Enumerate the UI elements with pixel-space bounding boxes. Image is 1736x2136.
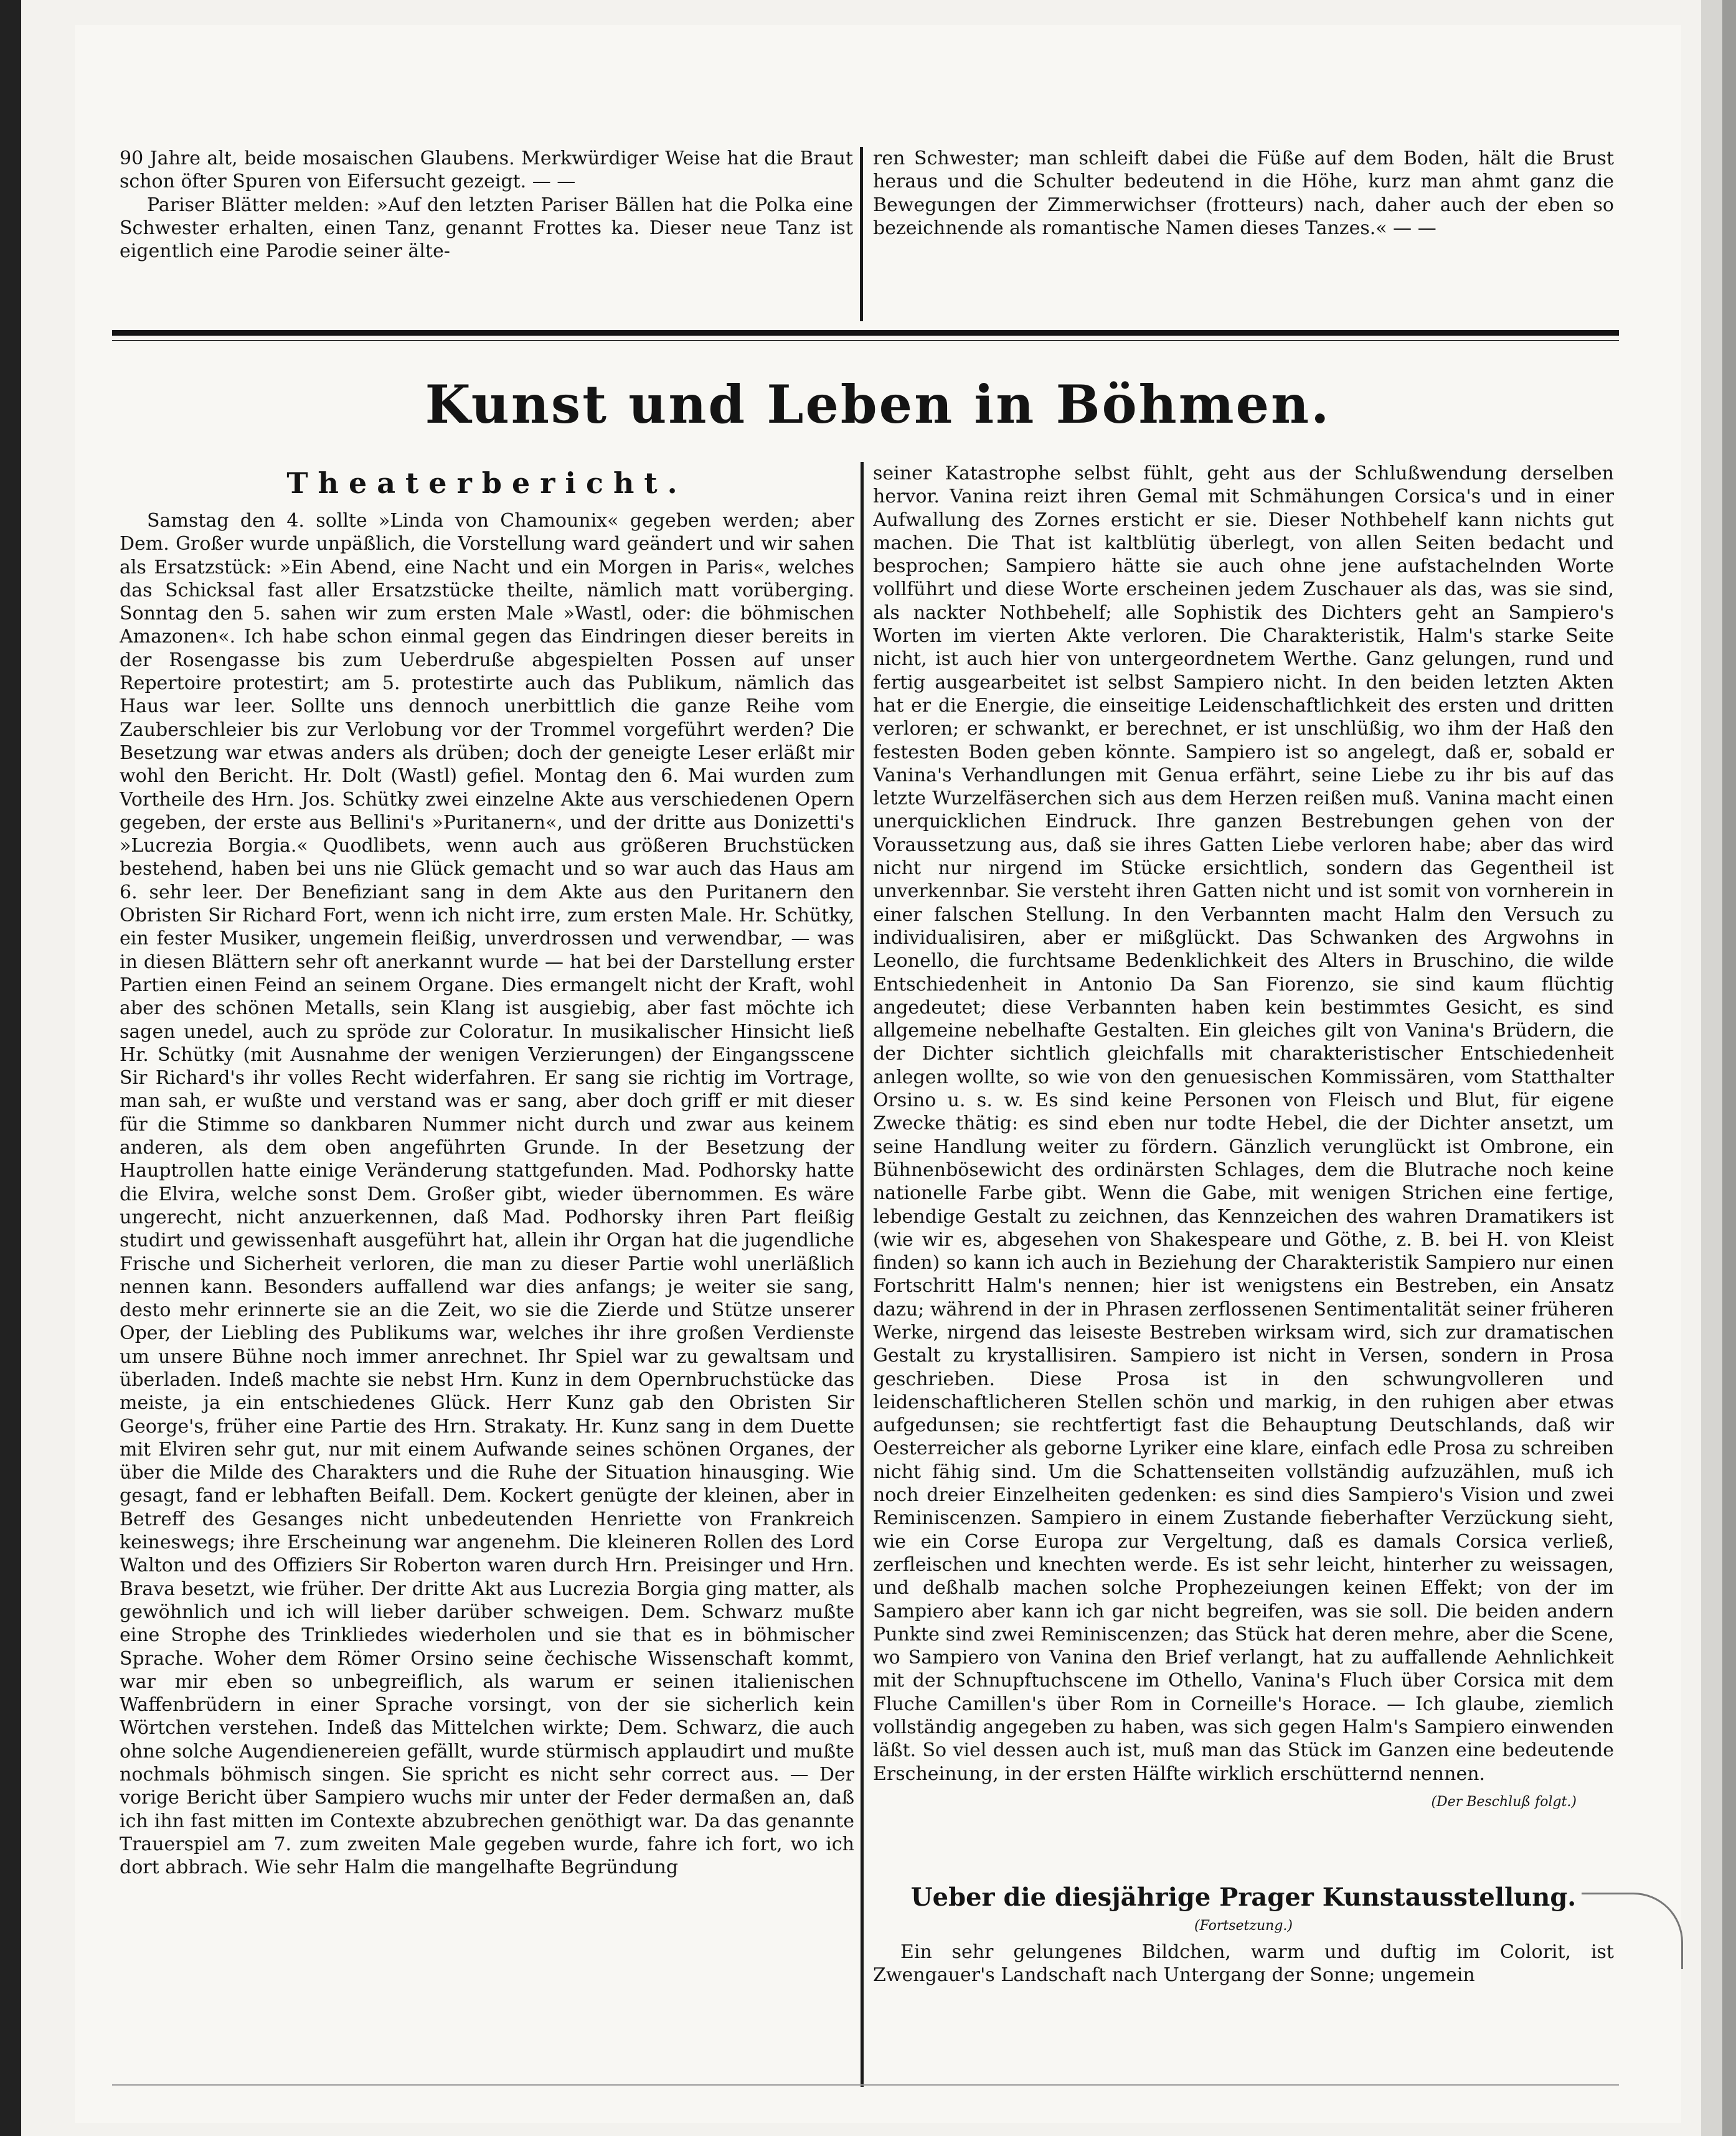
top-right-paragraph: ren Schwester; man schleift dabei die Füße auf dem Boden, hält die Brust heraus und die Schulter bedeutend in die Höhe, kurz man ahmt ganz die Bewegungen der Zimmerwichser (frotteurs) nach, daher auch der eben so bezeichnende als romantische Namen dieses Tanzes.« — — [873, 148, 1614, 239]
page-bottom-rule [112, 2084, 1619, 2086]
article-heading-2: Ueber die diesjährige Prager Kunstausstellung. [910, 1883, 1577, 1913]
section-rule [112, 330, 1619, 336]
continuation-note: (Der Beschluß folgt.) [1431, 1794, 1577, 1810]
top-right-column [873, 147, 1614, 321]
article-heading: Theaterbericht. [286, 466, 687, 500]
top-left-paragraph: Pariser Blätter melden: »Auf den letzten Pariser Bällen hat die Polka eine Schwester erhalten, einen Tanz, genannt Frottes ka. Dieser neue Tanz ist eigentlich eine Parodie seiner älte- [120, 194, 853, 263]
pencil-mark [1582, 1893, 1683, 1969]
newspaper-page [75, 25, 1681, 2123]
left-column [120, 462, 854, 2093]
continuation-label: (Fortsetzung.) [1194, 1918, 1293, 1934]
section-rule-thin [112, 340, 1619, 341]
article-paragraph: Ein sehr gelungenes Bildchen, warm und duftig im Colorit, ist Zwengauer's Landschaft nach Untergang der Sonne; ungemein [873, 1941, 1614, 1986]
right-column [873, 462, 1614, 2093]
top-left-paragraph: 90 Jahre alt, beide mosaischen Glaubens. Merkwürdiger Weise hat die Braut schon öfter Spuren von Eifersucht gezeigt. — — [120, 148, 853, 193]
article-paragraph: Samstag den 4. sollte »Linda von Chamounix« gegeben werden; aber Dem. Großer wurde unpäßlich, die Vorstellung ward geändert und wir sahen als Ersatzstück: »Ein Abend, eine Nacht und ein Morgen in Paris«, welches das Schicksal fast aller Ersatzstücke theilte, nämlich matt vorüberging. Sonntag den 5. sahen wir zum ersten Male »Wastl, oder: die böhmischen Amazonen«. Ich habe schon einmal gegen das Eindringen dieser bereits in der Rosengasse bis zum Ueberdruße abgespielten Possen auf unser Repertoire protestirt; am 5. protestirte auch das Publikum, nämlich das Haus war leer. Sollte uns dennoch unerbittlich die ganze Reihe vom Zauberschleier bis zur Verlobung vor der Trommel vorgeführt werden? Die Besetzung war etwas anders als drüben; doch der geneigte Leser erläßt mir wohl den Bericht. Hr. Dolt (Wastl) gefiel. Montag den 6. Mai wurden zum Vortheile des Hrn. Jos. Schütky zwei einzelne Akte aus verschiedenen Opern gegeben, der erste aus Bellini's »Puritanern«, und der dritte aus Donizetti's »Lucrezia Borgia.« Quodlibets, wenn auch aus größeren Bruchstücken bestehend, haben bei uns nie Glück gemacht und so war auch das Haus am 6. sehr leer. Der Benefiziant sang in dem Akte aus den Puritanern den Obristen Sir Richard Fort, wenn ich nicht irre, zum ersten Male. Hr. Schütky, ein fester Musiker, ungemein fleißig, unverdrossen und verwendbar, — was in diesen Blättern sehr oft anerkannt wurde — hat bei der Darstellung erster Partien einen Feind an seinem Organe. Dies ermangelt nicht der Kraft, wohl aber des schönen Metalls, sein Klang ist ausgiebig, aber fast möchte ich sagen unedel, auch zu spröde zur Coloratur. In musikalischer Hinsicht ließ Hr. Schütky (mit Ausnahme der wenigen Verzierungen) der Eingangsscene Sir Richard's ihr volles Recht widerfahren. Er sang sie richtig im Vortrage, man sah, er wußte und verstand was er sang, aber doch griff er mit dieser für die Stimme so dankbaren Nummer nicht durch und zwar aus keinem anderen, als dem oben angeführten Grunde. In der Besetzung der Hauptrollen hatte einige Veränderung stattgefunden. Mad. Podhorsky hatte die Elvira, welche sonst Dem. Großer gibt, wieder übernommen. Es wäre ungerecht, nicht anzuerkennen, daß Mad. Podhorsky ihren Part fleißig studirt und gewissenhaft ausgeführt hat, allein ihr Organ hat die jugendliche Frische und Sicherheit verloren, die man zu dieser Partie wohl unerläßlich nennen kann. Besonders auffallend war dies anfangs; je weiter sie sang, desto mehr erinnerte sie an die Zeit, wo sie die Zierde und Stütze unserer Oper, der Liebling des Publikums war, welches ihr ihre großen Verdienste um unsere Bühne noch immer anrechnet. Ihr Spiel war zu gewaltsam und überladen. Indeß machte sie nebst Hrn. Kunz in dem Opernbruchstücke das meiste, ja ein entschiedenes Glück. Herr Kunz gab den Obristen Sir George's, früher eine Partie des Hrn. Strakaty. Hr. Kunz sang in dem Duette mit Elviren sehr gut, nur mit einem Aufwande seines schönen Organes, der über die Milde des Charakters und die Ruhe der Situation hinausging. Wie gesagt, fand er lebhaften Beifall. Dem. Kockert genügte der kleinen, aber in Betreff des Gesanges nicht unbedeutenden Henriette von Frankreich keineswegs; ihre Erscheinung war angenehm. Die kleineren Rollen des Lord Walton und des Offiziers Sir Roberton waren durch Hrn. Preisinger und Hrn. Brava besetzt, wie früher. Der dritte Akt aus Lucrezia Borgia ging matter, als gewöhnlich und ich will lieber darüber schweigen. Dem. Schwarz mußte eine Strophe des Trinkliedes wiederholen und sie that es in böhmischer Sprache. Woher dem Römer Orsino seine čechische Wissenschaft kommt, war mir eben so unbegreiflich, als warum er seinen italienischen Waffenbrüdern in einer Sprache vorsingt, von der sie sicherlich kein Wörtchen verstehen. Indeß das Mittelchen wirkte; Dem. Schwarz, die auch ohne solche Augendienereien gefällt, wurde stürmisch applaudirt und mußte nochmals böhmisch singen. Sie spricht es nicht sehr correct aus. — Der vorige Bericht über Sampiero wuchs mir unter der Feder dermaßen an, daß ich ihn fast mitten im Contexte abzubrechen genöthigt war. Da das genannte Trauerspiel am 7. zum zweiten Male gegeben wurde, fahre ich fort, wo ich dort abbrach. Wie sehr Halm die mangelhafte Begründung [120, 510, 854, 1879]
scan-edge-right [1722, 0, 1736, 2136]
column-divider [861, 462, 864, 2087]
top-left-column [120, 147, 853, 321]
article-paragraph: seiner Katastrophe selbst fühlt, geht aus der Schlußwendung derselben hervor. Vanina reizt ihren Gemal mit Schmähungen Corsica's und in einer Aufwallung des Zornes ersticht er sie. Dieser Nothbehelf kann nichts gut machen. Die That ist kaltblütig überlegt, von allen Seiten bedacht und besprochen; Sampiero hätte sie auch ohne jene aufstachelnden Worte vollführt und diese Worte erscheinen jedem Zuschauer als das, was sie sind, als nackter Nothbehelf; alle Sophistik des Dichters geht an Sampiero's Worten im vierten Akte verloren. Die Charakteristik, Halm's starke Seite nicht, ist auch hier von untergeordnetem Werthe. Ganz gelungen, rund und fertig ausgearbeitet ist selbst Sampiero nicht. In den beiden letzten Akten hat er die Energie, die einseitige Leidenschaftlichkeit des ersten und dritten verloren; er schwankt, er berechnet, er ist unschlüßig, wo ihm der Haß den festesten Boden geben könnte. Sampiero ist so angelegt, daß er, sobald er Vanina's Verhandlungen mit Genua erfährt, seine Liebe zu ihr bis auf das letzte Wurzelfäserchen sich aus dem Herzen reißen muß. Vanina macht einen unerquicklichen Eindruck. Ihre ganzen Bestrebungen gehen von der Voraussetzung aus, daß sie ihres Gatten Liebe verloren habe; aber das wird nicht nur nirgend im Stücke ersichtlich, sondern das Gegentheil ist unverkennbar. Sie versteht ihren Gatten nicht und ist somit von vornherein in einer falschen Stellung. In den Verbannten macht Halm den Versuch zu individualisiren, aber er mißglückt. Das Schwanken des Argwohns in Leonello, die furchtsame Bedenklichkeit des Alters in Bruschino, die wilde Entschiedenheit in Antonio Da San Fiorenzo, sie sind kaum flüchtig angedeutet; diese Verbannten haben kein bestimmtes Gesicht, es sind allgemeine nebelhafte Gestalten. Ein gleiches gilt von Vanina's Brüdern, die der Dichter sichtlich gleichfalls mit charakteristischer Entschiedenheit anlegen wollte, so wie von den genuesischen Kommissären, vom Statthalter Orsino u. s. w. Es sind keine Personen von Fleisch und Blut, für eigene Zwecke thätig: es sind eben nur todte Hebel, die der Dichter ansetzt, um seine Handlung weiter zu fördern. Gänzlich verunglückt ist Ombrone, ein Bühnenbösewicht des ordinärsten Schlages, dem die Blutrache noch keine nationelle Farbe gibt. Wenn die Gabe, mit wenigen Strichen eine fertige, lebendige Gestalt zu zeichnen, das Kennzeichen des wahren Dramatikers ist (wie wir es, abgesehen von Shakespeare und Göthe, z. B. bei H. von Kleist finden) so kann ich auch in Beziehung der Charakteristik Sampiero nur einen Fortschritt Halm's nennen; hier ist wenigstens ein Bestreben, ein Ansatz dazu; während in der in Phrasen zerflossenen Sentimentalität seiner früheren Werke, nirgend das leiseste Bestreben wirksam wird, sich zur dramatischen Gestalt zu krystallisiren. Sampiero ist nicht in Versen, sondern in Prosa geschrieben. Diese Prosa ist in den schwungvolleren und leidenschaftlicheren Stellen schön und markig, in den ruhigen aber etwas aufgedunsen; sie rechtfertigt fast die Behauptung Deutschlands, daß wir Oesterreicher als geborne Lyriker eine klare, einfach edle Prosa zu schreiben nicht fähig sind. Um die Schattenseiten vollständig aufzuzählen, muß ich noch dreier Einzelheiten gedenken: es sind dies Sampiero's Vision und zwei Reminiscenzen. Sampiero in einem Zustande fieberhafter Verzückung sieht, wie ein Corse Europa zur Vergeltung, daß es damals Corsica verließ, zerfleischen und knechten werde. Es ist sehr leicht, hinterher zu weissagen, und deßhalb machen solche Prophezeiungen keinen Effekt; von der im Sampiero aber kann ich gar nicht begreifen, was sie soll. Die beiden andern Punkte sind zwei Reminiscenzen; das Stück hat deren mehre, aber die Scene, wo Sampiero von Vanina den Brief verlangt, hat zu auffallende Aehnlichkeit mit der Schnupftuchscene im Othello, Vanina's Fluch über Corsica mit dem Fluche Camillen's über Rom in Corneille's Horace. — Ich glaube, ziemlich vollständig angegeben zu haben, was sich gegen Halm's Sampiero einwenden läßt. So viel dessen auch ist, muß man das Stück im Ganzen eine bedeutende Erscheinung, in der ersten Hälfte wirklich erschütternd nennen. [873, 463, 1614, 1785]
scan-edge-left [0, 0, 21, 2136]
scan-edge-right-margin [1701, 0, 1722, 2136]
section-title: Kunst und Leben in Böhmen. [425, 374, 1331, 435]
top-column-divider [860, 147, 863, 321]
